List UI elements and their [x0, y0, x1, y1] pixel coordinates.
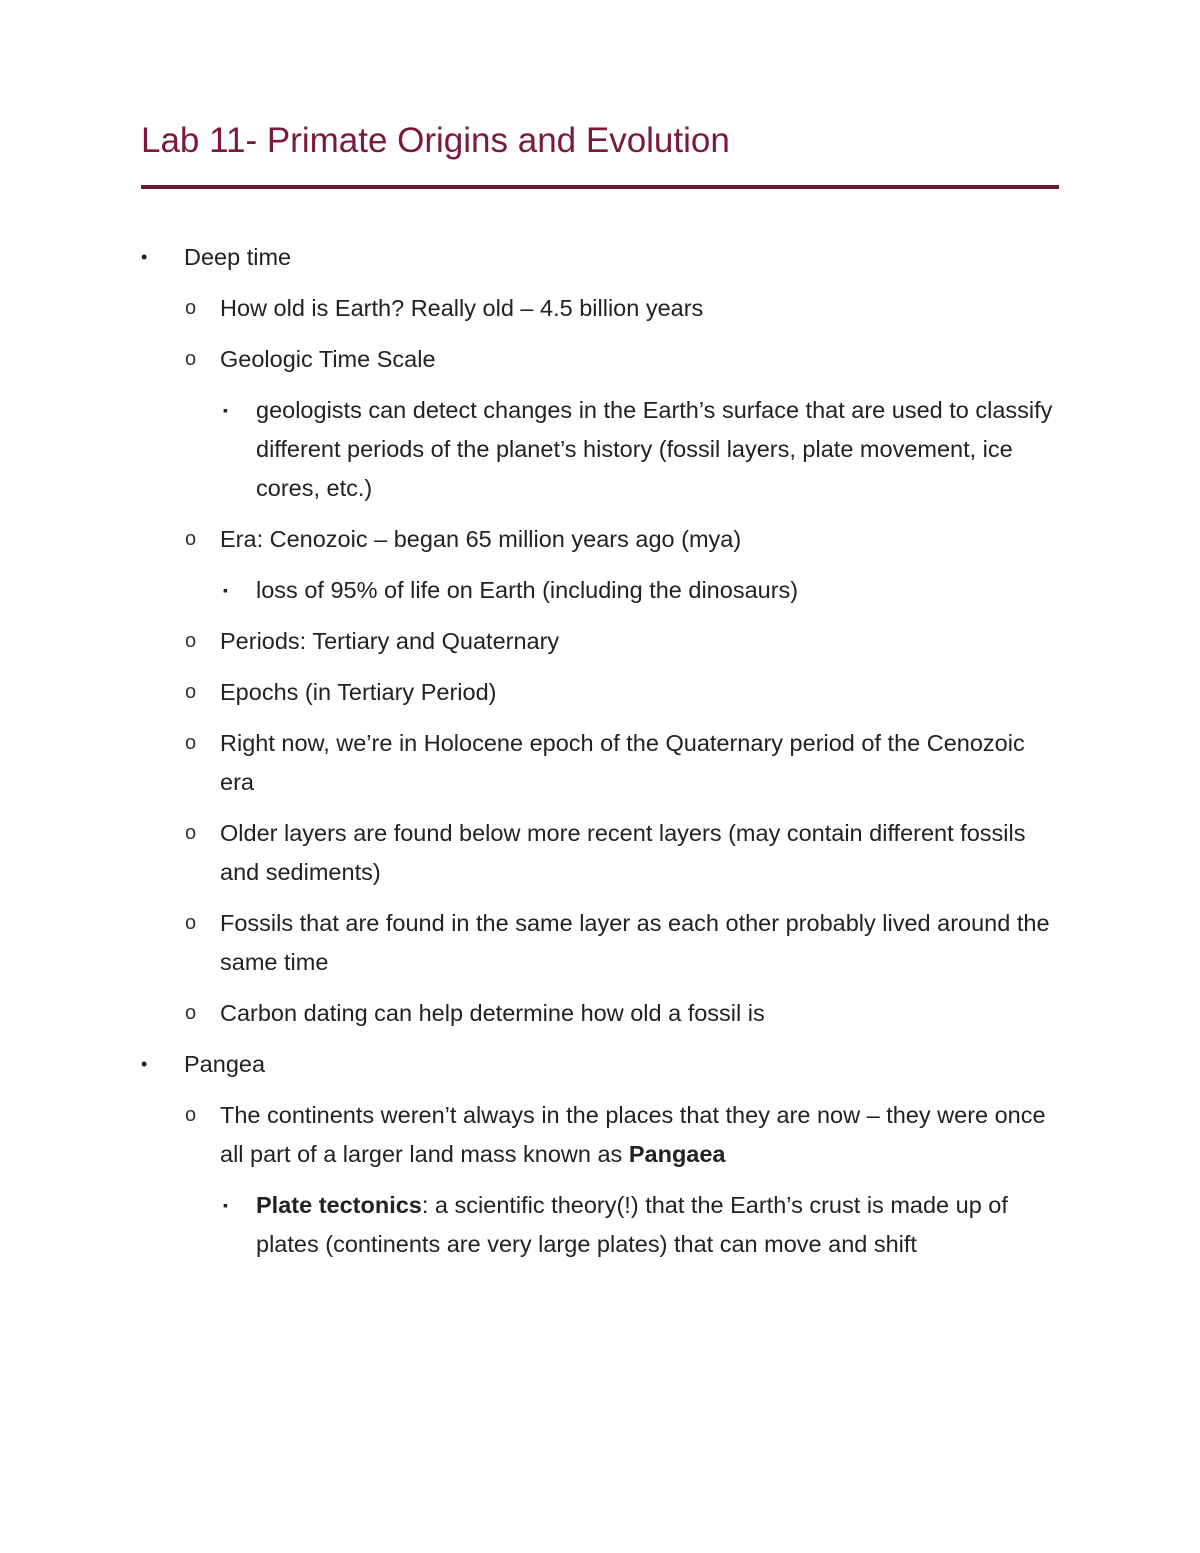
list-item — [0, 571, 1200, 610]
circle-bullet-icon: o — [185, 1002, 197, 1024]
circle-bullet-icon: o — [185, 630, 197, 652]
circle-bullet-icon: o — [185, 528, 197, 550]
list-item-text: Pangea — [184, 1051, 266, 1077]
bullet-icon: • — [141, 247, 148, 267]
list-item-text: Right now, we’re in Holocene epoch of the Quaternary period of the Cenozoic era — [220, 730, 1025, 795]
list-item-text: Periods: Tertiary and Quaternary — [220, 628, 560, 654]
list-item-text: Fossils that are found in the same layer as each other probably lived around the same time — [220, 910, 1050, 975]
circle-bullet-icon: o — [185, 681, 197, 703]
list-item — [0, 814, 1200, 892]
list-item-text: Geologic Time Scale — [220, 346, 436, 372]
square-bullet-icon: ▪ — [223, 402, 228, 418]
outline-list — [0, 238, 1200, 1276]
circle-bullet-icon: o — [185, 348, 197, 370]
circle-bullet-icon: o — [185, 822, 197, 844]
list-item-text-plain: The continents weren’t always in the places that they are now – they were once all part of a larger land mass known as — [220, 1102, 1046, 1167]
list-item-text: Epochs (in Tertiary Period) — [220, 679, 497, 705]
list-item-text: Deep time — [184, 244, 292, 270]
circle-bullet-icon: o — [185, 732, 197, 754]
list-item-text: loss of 95% of life on Earth (including the dinosaurs) — [256, 577, 799, 603]
bold-term-pangaea: Pangaea — [628, 1141, 726, 1167]
list-item-text — [220, 1096, 1050, 1174]
list-item — [0, 289, 1200, 328]
list-item — [0, 673, 1200, 712]
list-item — [0, 340, 1200, 379]
list-item-text: Era: Cenozoic – began 65 million years ago (mya) — [220, 526, 742, 552]
list-item-text: Carbon dating can help determine how old a fossil is — [220, 1000, 765, 1026]
list-item — [0, 1186, 1200, 1264]
list-item — [0, 520, 1200, 559]
list-item-text: Older layers are found below more recent layers (may contain different fossils and sediments) — [220, 820, 1026, 885]
list-item — [0, 904, 1200, 982]
list-item — [0, 994, 1200, 1033]
circle-bullet-icon: o — [185, 1104, 197, 1126]
list-item-text: geologists can detect changes in the Earth’s surface that are used to classify different periods of the planet’s history (fossil layers, plate movement, ice cores, etc.) — [256, 397, 1053, 501]
bold-term-plate-tectonics: Plate tectonics — [256, 1192, 422, 1218]
list-item-text-plain: : a scientific theory(!) that the Earth’s crust is made up of plates (continents are very large plates) that can move and shift — [256, 1192, 1008, 1257]
document-title: Lab 11- Primate Origins and Evolution — [141, 121, 730, 160]
square-bullet-icon: ▪ — [223, 1197, 228, 1213]
circle-bullet-icon: o — [185, 912, 197, 934]
bullet-icon: • — [141, 1054, 148, 1074]
list-item-text — [256, 1186, 1056, 1264]
list-item — [0, 622, 1200, 661]
list-item — [0, 1096, 1200, 1174]
list-item — [0, 724, 1200, 802]
list-item — [0, 391, 1200, 508]
circle-bullet-icon: o — [185, 297, 197, 319]
list-item — [0, 238, 1200, 277]
list-item-text: How old is Earth? Really old – 4.5 billion years — [220, 295, 704, 321]
title-divider — [141, 185, 1059, 189]
list-item — [0, 1045, 1200, 1084]
square-bullet-icon: ▪ — [223, 582, 228, 598]
